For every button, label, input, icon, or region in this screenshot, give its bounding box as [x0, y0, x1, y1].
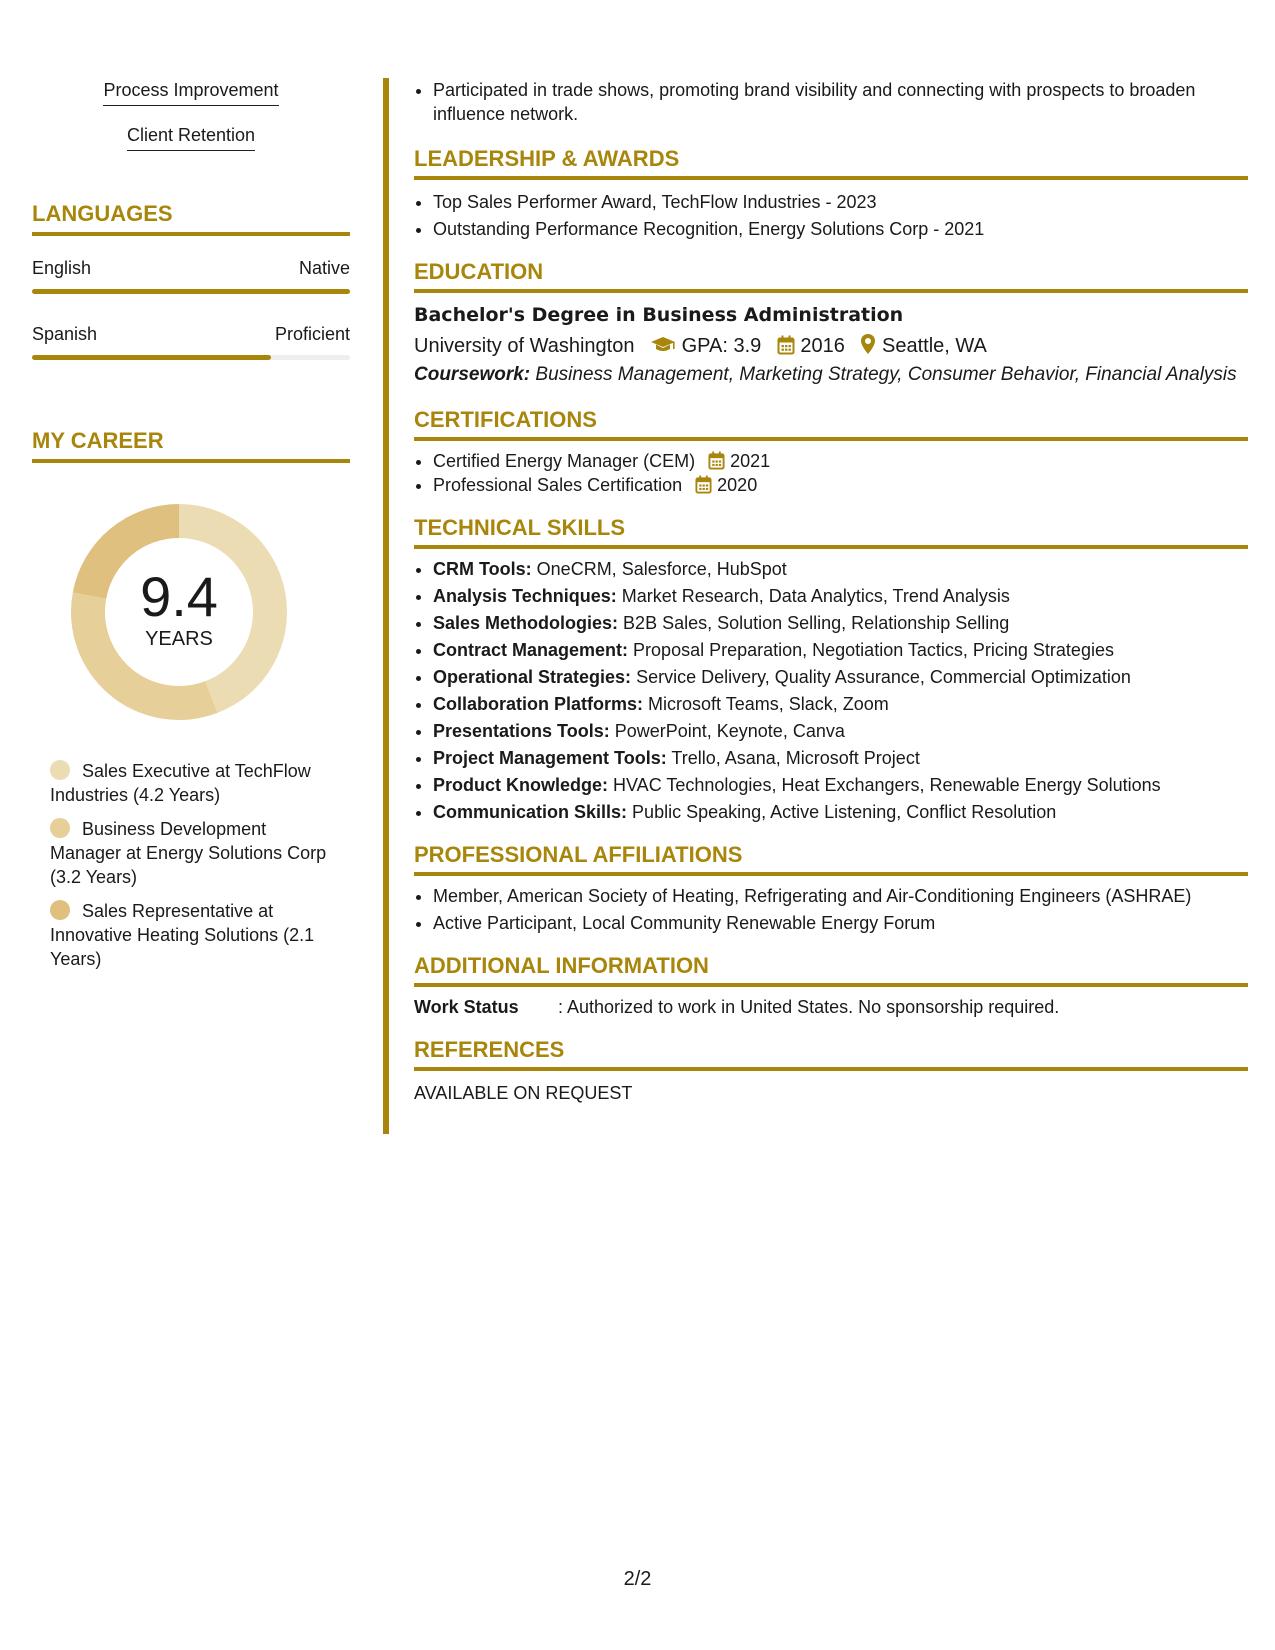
- section-heading: LEADERSHIP & AWARDS: [414, 146, 1248, 180]
- language-bar-fill: [32, 289, 350, 294]
- references-section: [414, 1037, 1248, 1105]
- section-heading: PROFESSIONAL AFFILIATIONS: [414, 842, 1248, 876]
- career-heading: MY CAREER: [32, 428, 350, 463]
- language-item: [32, 256, 350, 294]
- language-name: English: [32, 258, 92, 278]
- list-item: • Project Management Tools: Trello, Asana, Microsoft Project: [433, 746, 1248, 770]
- language-bar: [32, 355, 350, 360]
- skill-tag: Process Improvement: [32, 78, 350, 106]
- career-total-years: 9.4: [140, 565, 218, 628]
- language-name: Spanish: [32, 324, 98, 344]
- language-level: Native: [298, 258, 350, 278]
- work-status-label: Work Status: [414, 997, 519, 1017]
- sidebar: [32, 78, 350, 971]
- career-donut-center: [66, 499, 292, 725]
- certifications-section: [414, 407, 1248, 497]
- list-item: • Participated in trade shows, promoting brand visibility and connecting with prospects to broaden influence network.: [433, 78, 1248, 126]
- calendar-icon: [777, 335, 795, 355]
- graduation-cap-icon: [650, 335, 676, 355]
- legend-dot-icon: [50, 818, 70, 838]
- leadership-section: [414, 146, 1248, 241]
- work-status-row: [414, 995, 1248, 1019]
- section-heading: TECHNICAL SKILLS: [414, 515, 1248, 549]
- location-pin-icon: [860, 333, 876, 355]
- career-legend-item: Business Development Manager at Energy Solutions Corp (3.2 Years): [50, 819, 327, 887]
- language-bar: [32, 289, 350, 294]
- career-total-unit: YEARS: [145, 628, 213, 650]
- section-heading: EDUCATION: [414, 259, 1248, 293]
- list-item: • CRM Tools: OneCRM, Salesforce, HubSpot: [433, 557, 1248, 581]
- page-number: 2/2: [623, 1568, 652, 1590]
- list-item: • Outstanding Performance Recognition, Energy Solutions Corp - 2021: [433, 217, 1248, 241]
- career-legend-item: Sales Representative at Innovative Heating Solutions (2.1 Years): [50, 901, 315, 969]
- list-item: • Operational Strategies: Service Delivery, Quality Assurance, Commercial Optimization: [433, 665, 1248, 689]
- list-item: • Product Knowledge: HVAC Technologies, Heat Exchangers, Renewable Energy Solutions: [433, 773, 1248, 797]
- section-heading: ADDITIONAL INFORMATION: [414, 953, 1248, 987]
- education-coursework: Coursework: Business Management, Marketing Strategy, Consumer Behavior, Financial Analysis: [414, 364, 1237, 385]
- section-heading: REFERENCES: [414, 1037, 1248, 1071]
- languages-section: [32, 201, 350, 360]
- technical-skills-section: [414, 515, 1248, 824]
- affiliations-section: [414, 842, 1248, 935]
- list-item: • Presentations Tools: PowerPoint, Keynote, Canva: [433, 719, 1248, 743]
- career-legend: [32, 759, 350, 971]
- calendar-icon: [695, 475, 712, 494]
- list-item: • Professional Sales Certification 2020: [433, 473, 1248, 497]
- experience-bullets: [414, 78, 1248, 126]
- list-item: • Collaboration Platforms: Microsoft Teams, Slack, Zoom: [433, 692, 1248, 716]
- language-item: [32, 322, 350, 360]
- list-item: • Contract Management: Proposal Preparation, Negotiation Tactics, Pricing Strategies: [433, 638, 1248, 662]
- education-school: University of Washington: [414, 335, 635, 357]
- list-item: • Communication Skills: Public Speaking, Active Listening, Conflict Resolution: [433, 800, 1248, 824]
- legend-dot-icon: [50, 900, 70, 920]
- work-status-value: : Authorized to work in United States. No sponsorship required.: [558, 997, 1060, 1017]
- section-heading: CERTIFICATIONS: [414, 407, 1248, 441]
- education-gpa: GPA: 3.9: [681, 335, 762, 357]
- references-text: AVAILABLE ON REQUEST: [414, 1083, 633, 1103]
- education-section: [414, 259, 1248, 387]
- language-level: Proficient: [274, 324, 350, 344]
- list-item: • Top Sales Performer Award, TechFlow Industries - 2023: [433, 190, 1248, 214]
- list-item: • Certified Energy Manager (CEM) 2021: [433, 449, 1248, 473]
- education-degree: Bachelor's Degree in Business Administration: [414, 304, 904, 326]
- education-details: [414, 333, 1248, 359]
- calendar-icon: [708, 451, 725, 470]
- list-item: • Sales Methodologies: B2B Sales, Solution Selling, Relationship Selling: [433, 611, 1248, 635]
- career-legend-item: Sales Executive at TechFlow Industries (4.2 Years): [50, 761, 311, 805]
- legend-dot-icon: [50, 760, 70, 780]
- main-content: [414, 78, 1248, 1105]
- language-bar-fill: [32, 355, 271, 360]
- column-divider: [383, 78, 389, 1134]
- list-item: • Member, American Society of Heating, Refrigerating and Air-Conditioning Engineers (ASHRAE): [433, 884, 1248, 908]
- career-donut-chart: [66, 499, 292, 725]
- languages-heading: LANGUAGES: [32, 201, 350, 236]
- education-location: Seattle, WA: [882, 335, 987, 357]
- skill-tag: Client Retention: [32, 123, 350, 151]
- career-section: [32, 428, 350, 971]
- additional-info-section: [414, 953, 1248, 1019]
- education-year: 2016: [800, 335, 845, 357]
- list-item: • Active Participant, Local Community Renewable Energy Forum: [433, 911, 1248, 935]
- list-item: • Analysis Techniques: Market Research, Data Analytics, Trend Analysis: [433, 584, 1248, 608]
